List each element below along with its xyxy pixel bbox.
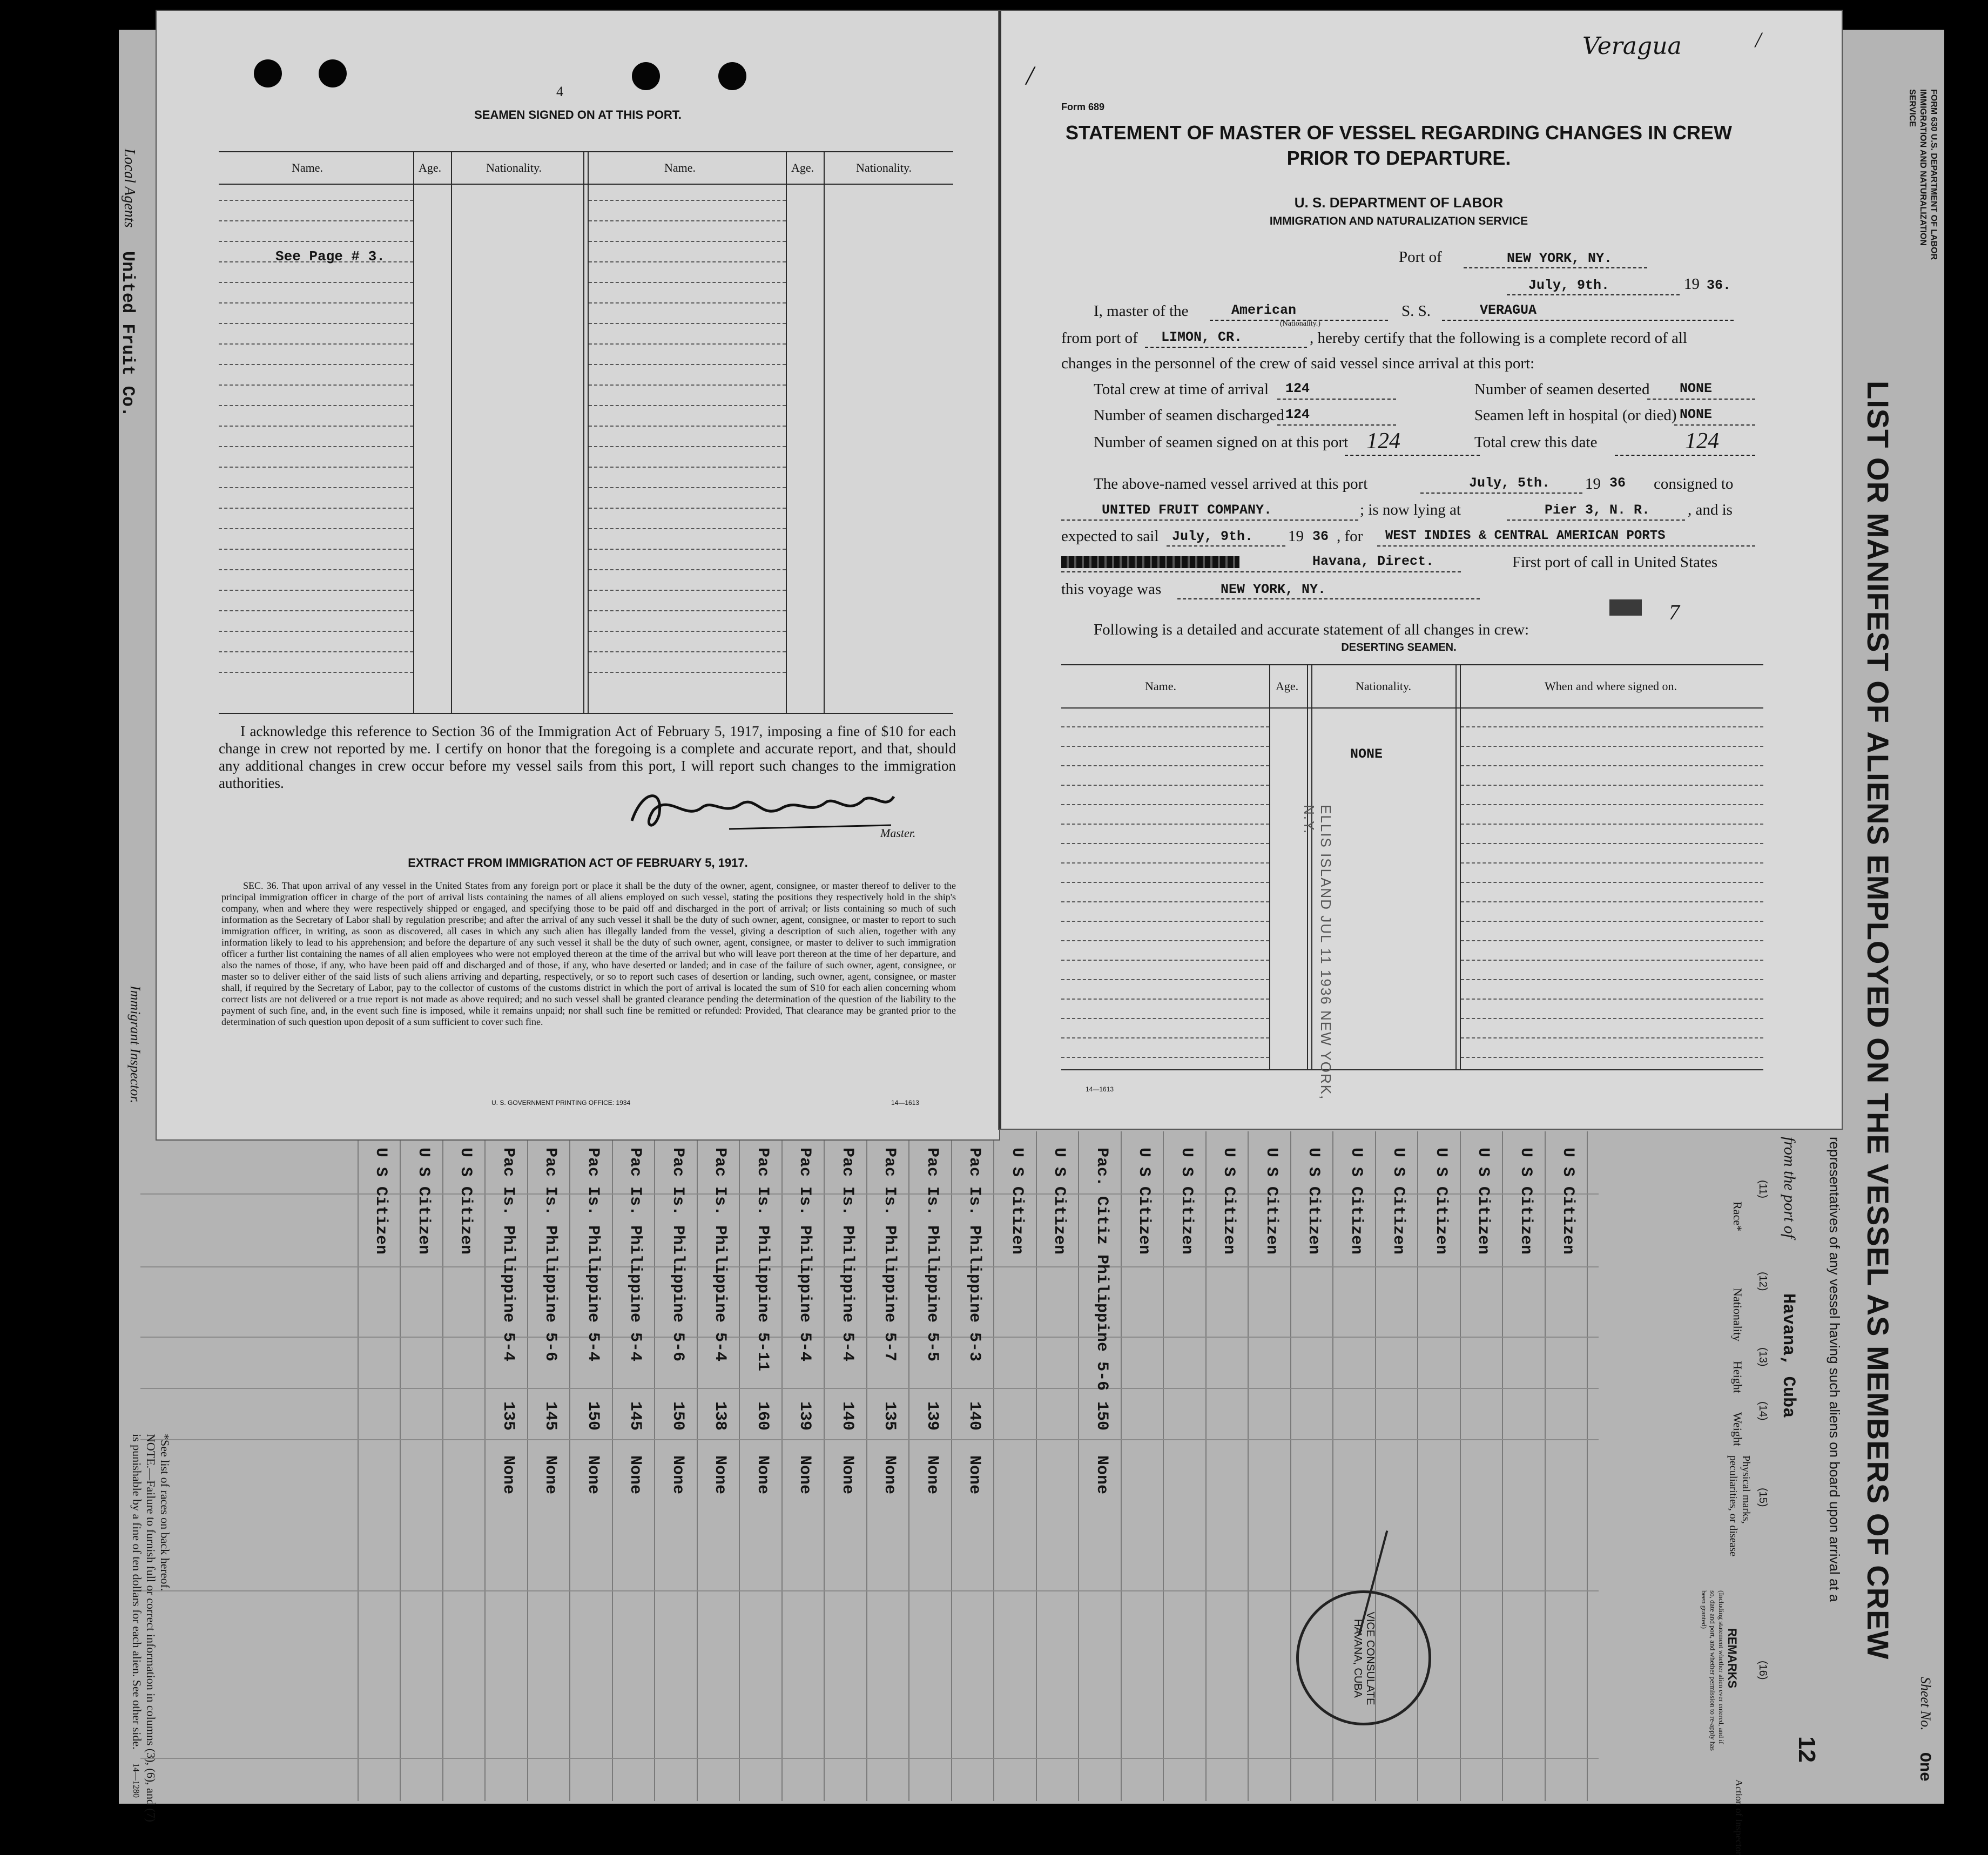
sail-year-value: 36 [1312,529,1329,544]
manifest-row-weight: 135 [880,1401,899,1431]
manifest-row-race: Pac Is. Philippine 5-4 [838,1148,857,1362]
year-prefix: 19 [1684,275,1700,293]
lying-label: ; is now lying at [1360,501,1461,518]
via-value: Havana, Direct. [1312,554,1434,569]
signed-on-value: 124 [1366,429,1400,454]
consignee-value: UNITED FRUIT COMPANY. [1102,502,1272,518]
col-num-11: (11) [1757,1180,1769,1199]
manifest-row-marks: None [753,1455,772,1495]
see-page-entry: See Page # 3. [275,248,385,265]
total-today-value: 124 [1685,429,1719,454]
col-nationality: Nationality. [486,161,542,174]
for-label: , for [1337,528,1363,545]
manifest-row-marks: None [1092,1455,1111,1495]
consigned-label: consigned to [1654,475,1734,493]
manifest-row-weight: 139 [796,1401,814,1431]
port-label: Port of [1399,248,1442,266]
manifest-row-marks: None [922,1455,941,1495]
col-nationality-2: Nationality. [856,161,912,174]
manifest-row-race: Pac Is. Philippine 5-4 [583,1148,602,1362]
left-form-code: 14—1613 [891,1099,920,1107]
right-form-code: 14—1613 [1086,1085,1114,1093]
manifest-row-marks: None [965,1455,983,1495]
manifest-row-marks: None [880,1455,899,1495]
handwritten-mark: 7 [1669,600,1680,624]
signed-on-heading: SEAMEN SIGNED ON AT THIS PORT. [474,108,682,122]
manifest-row-marks: None [626,1455,644,1495]
printer-line: U. S. GOVERNMENT PRINTING OFFICE: 1934 [491,1099,631,1107]
nationality-value: American [1231,302,1297,318]
col-action: Action of Inspector [1734,1779,1744,1855]
discharged-value: 124 [1285,407,1310,422]
inspector-label: Immigrant Inspector. [127,986,143,1104]
footnote-fine: is punishable by a fine of ten dollars for each alien. See other side. [130,1434,144,1750]
manifest-row-race: Pac Is. Philippine 5-4 [626,1148,644,1362]
signed-on-label: Number of seamen signed on at this port [1094,434,1349,451]
first-port-label: First port of call in United States [1512,554,1718,571]
manifest-row-race: U S Citizen [1177,1148,1196,1255]
manifest-row-race: U S Citizen [1050,1148,1068,1255]
right-page [999,11,1842,1129]
ship-value: VERAGUA [1480,302,1537,318]
col-name-2: Name. [664,161,696,174]
consulate-stamp-text: VICE CONSULATE HAVANA, CUBA [1352,1611,1376,1705]
manifest-row-weight: 150 [583,1401,602,1431]
from-port-label: from port of [1061,329,1138,347]
page-number: 4 [556,84,563,99]
statement-title-2: PRIOR TO DEPARTURE. [1286,147,1511,169]
year-value: 36. [1707,278,1731,293]
manifest-row-marks: None [541,1455,560,1495]
sheet-number: 12 [1794,1736,1820,1763]
deserting-entry: NONE [1350,746,1383,762]
deserting-col-age: Age. [1276,679,1299,693]
sail-date-value: July, 9th. [1172,529,1254,544]
manifest-row-marks: None [668,1455,687,1495]
ink-blot [1609,599,1642,616]
handwritten-mark: / [1755,28,1762,52]
signature-caption: Master. [880,826,916,840]
statement-title: STATEMENT OF MASTER OF VESSEL REGARDING CHANGES IN CREW [1065,122,1733,144]
pier-value: Pier 3, N. R. [1545,502,1650,518]
manifest-row-weight: 160 [753,1401,772,1431]
footnote-races: *See list of races on back hereof. [158,1434,172,1591]
date-value: July, 9th. [1528,278,1610,293]
corner-handwriting: Veragua [1582,32,1682,60]
col-age: Age. [419,161,442,174]
manifest-row-race: U S Citizen [414,1148,433,1255]
manifest-row-race: Pac Is. Philippine 5-4 [796,1148,814,1362]
manifest-row-race: Pac Is. Philippine 5-11 [753,1148,772,1372]
punch-hole [718,62,746,90]
col-num-12: (12) [1757,1272,1769,1291]
manifest-row-race: U S Citizen [1516,1148,1535,1255]
deserted-value: NONE [1680,381,1713,396]
deserting-col-nationality: Nationality. [1356,679,1412,693]
manifest-row-weight: 150 [668,1401,687,1431]
manifest-row-weight: 139 [922,1401,941,1431]
expected-label: expected to sail [1061,528,1159,545]
col-name: Name. [292,161,324,174]
manifest-row-race: Pac Is. Philippine 5-6 [541,1148,560,1362]
punch-hole [254,59,282,87]
year-prefix-2: 19 [1585,475,1601,493]
nationality-caption: (Nationality.) [1280,320,1320,328]
manifest-row-marks: None [838,1455,857,1495]
extract-title: EXTRACT FROM IMMIGRATION ACT OF FEBRUARY 5, 1917. [408,856,748,869]
certify-text: , hereby certify that the following is a complete record of all [1310,329,1687,347]
manifest-row-race: U S Citizen [1007,1148,1026,1255]
col-height: Height [1731,1361,1744,1393]
total-arrival-value: 124 [1285,381,1310,396]
manifest-row-marks: None [583,1455,602,1495]
struck-out-text [1061,556,1239,568]
acknowledgment-text: I acknowledge this reference to Section 36 of the Immigration Act of February 5, 1917, imposing a fine of $10 for each change in crew not reported by me. I certify on honor that the foregoing is a complete and accurate report, and that, should any additional changes in crew occur before my vessel sails from this port, I will report such changes to the immigration authorities. [219,723,956,791]
footnote-note: NOTE.—Failure to furnish full or correct information in columns (3), (6), and (7) [144,1434,158,1823]
master-label: I, master of the [1094,302,1189,320]
ss-label: S. S. [1401,302,1431,320]
manifest-row-race: U S Citizen [1346,1148,1365,1255]
manifest-from-port-label: from the port of [1781,1137,1798,1239]
col-weight: Weight [1731,1412,1744,1446]
manifest-row-weight: 150 [1092,1401,1111,1431]
col-age-2: Age. [791,161,814,174]
deserting-col-when-where: When and where signed on. [1545,679,1677,693]
total-arrival-label: Total crew at time of arrival [1094,381,1269,398]
manifest-row-race: U S Citizen [1135,1148,1153,1255]
voyage-label: this voyage was [1061,581,1162,598]
manifest-row-marks: None [796,1455,814,1495]
col-num-14: (14) [1757,1401,1769,1421]
col-num-15: (15) [1757,1488,1769,1507]
manifest-row-race: Pac Is. Philippine 5-5 [922,1148,941,1362]
local-agents-label: Local Agents [121,149,138,228]
manifest-row-weight: 135 [498,1401,517,1431]
manifest-row-race: U S Citizen [1559,1148,1577,1255]
deserting-heading: DESERTING SEAMEN. [1341,642,1457,653]
manifest-form-header: FORM 630 U.S. DEPARTMENT OF LABOR IMMIGRATION AND NATURALIZATION SERVICE [1908,89,1938,260]
hospital-label: Seamen left in hospital (or died) [1474,407,1677,424]
deserted-label: Number of seamen deserted [1474,381,1650,398]
manifest-from-port-value: Havana, Cuba [1778,1293,1798,1418]
col-num-13: (13) [1757,1347,1769,1367]
hospital-value: NONE [1680,407,1713,422]
col-physical-marks: Physical marks, peculiarities, or disease [1727,1455,1752,1557]
manifest-footer-code: 14—1280 [131,1763,140,1798]
sheet-value: One [1915,1752,1933,1782]
manifest-row-weight: 145 [541,1401,560,1431]
department: U. S. DEPARTMENT OF LABOR [1294,194,1504,211]
manifest-row-race: U S Citizen [1474,1148,1492,1255]
manifest-row-race: U S Citizen [1389,1148,1407,1255]
manifest-row-weight: 140 [965,1401,983,1431]
manifest-row-race: U S Citizen [456,1148,475,1255]
master-signature [621,778,902,842]
manifest-row-race: Pac Is. Philippine 5-4 [498,1148,517,1362]
arrived-value: July, 5th. [1469,475,1551,491]
manifest-subtitle: representatives of any vessel having such aliens on board upon arrival at a [1827,1137,1843,1602]
manifest-row-race: Pac Is. Philippine 5-6 [668,1148,687,1362]
manifest-row-race: U S Citizen [372,1148,390,1255]
total-today-label: Total crew this date [1474,434,1598,451]
from-port-value: LIMON, CR. [1161,329,1243,345]
service: IMMIGRATION AND NATURALIZATION SERVICE [1269,215,1528,227]
sheet-label: Sheet No. [1918,1677,1933,1731]
col-remarks-note: (Including statement whether alien ever entered, and if so, date and port, and whether permission to re-apply has been granted) [1700,1590,1726,1751]
destination-value: WEST INDIES & CENTRAL AMERICAN PORTS [1385,529,1666,543]
manifest-title: LIST OR MANIFEST OF ALIENS EMPLOYED ON THE VESSEL AS MEMBERS OF CREW [1861,381,1895,1660]
arrived-year-value: 36 [1609,475,1626,491]
local-agents-value: United Fruit Co. [118,251,138,417]
manifest-row-weight: 138 [711,1401,729,1431]
and-is-label: , and is [1688,501,1733,518]
manifest-row-marks: None [711,1455,729,1495]
certify-text-2: changes in the personnel of the crew of said vessel since arrival at this port: [1061,355,1535,372]
handwritten-mark: / [1026,60,1034,90]
manifest-row-race: U S Citizen [1262,1148,1281,1255]
first-port-value: NEW YORK, NY. [1221,582,1326,597]
manifest-row-weight: 145 [626,1401,644,1431]
punch-hole [632,62,660,90]
deserting-col-name: Name. [1145,679,1177,693]
manifest-row-race: U S Citizen [1304,1148,1323,1255]
col-nationality: Nationality [1731,1288,1744,1341]
discharged-label: Number of seamen discharged [1094,407,1284,424]
arrived-label: The above-named vessel arrived at this port [1094,475,1368,493]
manifest-row-race: Pac. Citiz Philippine 5-6 [1092,1148,1111,1391]
manifest-row-race: U S Citizen [1219,1148,1238,1255]
manifest-row-marks: None [498,1455,517,1495]
manifest-row-weight: 140 [838,1401,857,1431]
ellis-island-stamp: ELLIS ISLAND JUL 11 1936 NEW YORK, N.Y. [1301,805,1334,1101]
form-number: Form 689 [1061,102,1105,112]
left-page [157,11,999,1139]
following-label: Following is a detailed and accurate statement of all changes in crew: [1094,621,1529,638]
manifest-row-race: Pac Is. Philippine 5-4 [711,1148,729,1362]
col-remarks: REMARKS [1726,1628,1739,1689]
col-race: Race* [1731,1202,1744,1231]
col-num-16: (16) [1757,1661,1769,1680]
manifest-row-race: U S Citizen [1431,1148,1450,1255]
extract-text: SEC. 36. That upon arrival of any vessel in the United States from any foreign port or place it shall be the duty of the owner, agent, consignee, or master thereof to deliver to the principal immigration officer in charge of the port of arrival lists containing the names of all aliens employed on such vessel, stating the positions they respectively hold in the ship's company, when and where they were respectively shipped or engaged, and specifying those to be paid off and discharged in the port of arrival; or lists containing so much of such information as the Secretary of Labor shall by regulation prescribe; and after the arrival of any such vessel it shall be the duty of such owner, agent, consignee, or master to report to such immigration officer, in writing, as soon as discovered, all cases in which any such alien has illegally landed from the vessel, giving a description of such alien, together with any information likely to lead to his apprehension; and before the departure of any such vessel it shall be the duty of such owner, agent, consignee, or master to deliver to such immigration officer a further list containing the names of all alien employees who were not employed thereon at the time of the arrival but who will leave port thereon at the time of her departure, and also the names of those, if any, who have been paid off and discharged and of those, if any, who have deserted or landed; and in case of the failure of such owner, agent, consignee, or master so to deliver either of the said lists of such aliens arriving and departing, respectively, or so to report such cases of desertion or landing, such owner, agent, consignee, or master shall, if required by the Secretary of Labor, pay to the collector of customs of the customs district in which the port of arrival is located the sum of $10 for each alien concerning whom correct lists are not delivered or a true report is not made as above required; and no such vessel shall be granted clearance pending the determination of the question of the liability to the payment of such fine, and, in the event such fine is imposed, while it remains unpaid; nor shall such fine be remitted or refunded: Provided, That clearance may be granted prior to the determination of such question upon deposit of a sum sufficient to cover such fine. [221,880,956,1027]
punch-hole [319,59,347,87]
manifest-row-race: Pac Is. Philippine 5-7 [880,1148,899,1362]
manifest-row-race: Pac Is. Philippine 5-3 [965,1148,983,1362]
consulate-stamp [1296,1590,1431,1725]
year-prefix-3: 19 [1288,528,1304,545]
port-value: NEW YORK, NY. [1507,251,1613,266]
